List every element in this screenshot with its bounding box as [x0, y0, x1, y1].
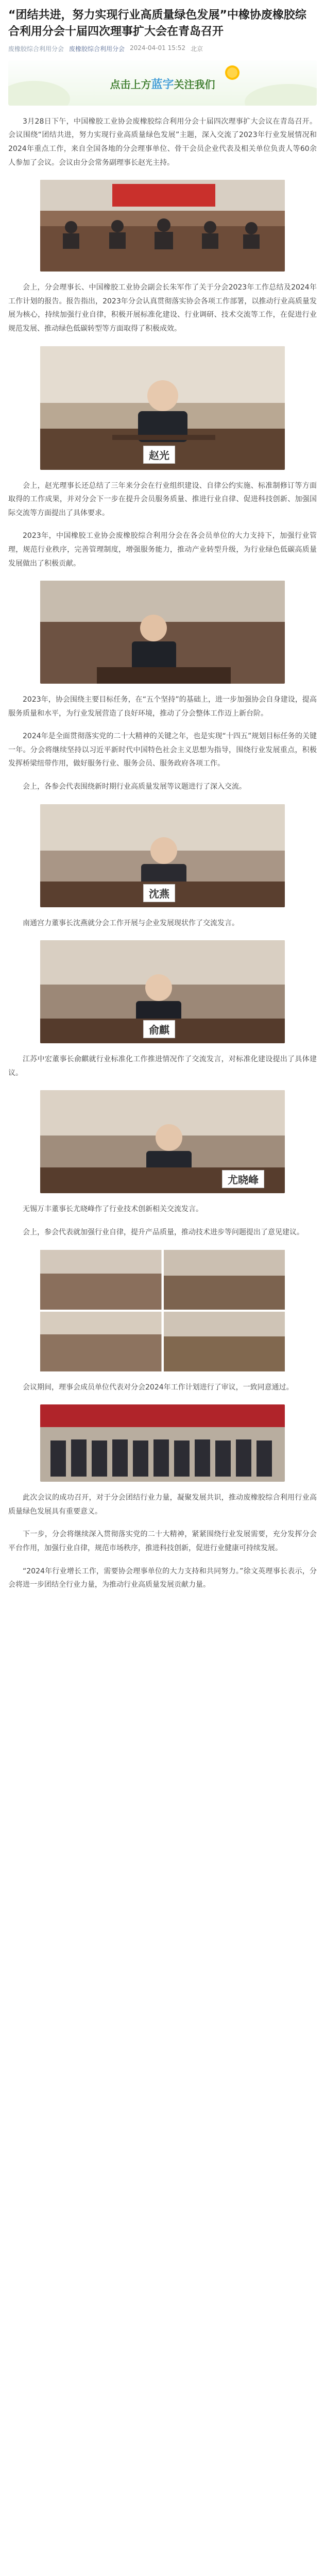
speaker-photo [40, 581, 285, 684]
article-paragraph: 会上，分会理事长、中国橡胶工业协会副会长朱军作了关于分会2023年工作总结及2024年工作计划的报告。报告指出，2023年分会认真贯彻落实协会各项工作部署，以推动行业高质量发展为核心，持续加强行业自律，积极开展标准化建设、行业调研、技术交流等工作，在促进行业规范发展、推动绿色低碳转型等方面取得了积极成效。 [8, 283, 317, 333]
article-paragraph: 会上，赵光理事长还总结了三年来分会在行业组织建设、自律公约实施、标准制修订等方面取得的工作成果，并对分会下一步在提升会员服务质量、推进行业自律、促进科技创新、加强国际交流等方面提出了具体要求。 [8, 481, 317, 517]
publish-location: 北京 [191, 45, 203, 53]
article-paragraph: 南通宫力董事长沈燕就分会工作开展与企业发展现状作了交流发言。 [23, 919, 239, 927]
article-paragraph: 此次会议的成功召开，对于分会团结行业力量，凝聚发展共识，推动废橡胶综合利用行业高质量绿色发展具有重要意义。 [8, 1494, 317, 1516]
article-paragraph: 下一步，分会将继续深入贯彻落实党的二十大精神，紧紧围绕行业发展需要，充分发挥分会平台作用，加强行业自律，规范市场秩序，推进科技创新，促进行业健康可持续发展。 [8, 1530, 317, 1552]
meeting-photo [40, 180, 285, 272]
speaker-name-caption: 赵光 [143, 446, 175, 464]
publish-date: 2024-04-01 15:52 [130, 44, 186, 52]
article-paragraph: 江苏中宏董事长俞麒就行业标准化工作推进情况作了交流发言，对标准化建设提出了具体建议。 [8, 1055, 317, 1077]
speaker-photo [40, 804, 285, 907]
speaker-name-caption: 尤晓峰 [222, 1170, 264, 1188]
article-paragraph: 会上，参会代表就加强行业自律，提升产品质量，推动技术进步等问题提出了意见建议。 [23, 1228, 304, 1237]
grid-photo [40, 1312, 162, 1371]
article-meta [8, 44, 317, 53]
article-paragraph: 2023年，协会围绕主要目标任务，在“五个坚持”的基础上，进一步加强协会自身建设，提高服务质量和水平，为行业发展营造了良好环境，推动了分会整体工作迈上新台阶。 [8, 696, 317, 718]
speaker-photo [40, 346, 285, 470]
article-paragraph: “2024年行业增长工作，需要协会理事单位的大力支持和共同努力。”徐文英理事长表示，分会将进一步团结全行业力量，为推动行业高质量发展贡献力量。 [8, 1567, 317, 1589]
article-paragraph: 2024年是全面贯彻落实党的二十大精神的关键之年，也是实现“十四五”规划目标任务的关键一年。分会将继续坚持以习近平新时代中国特色社会主义思想为指导，围绕行业发展重点，积极发挥桥梁纽带作用，做好服务行业、服务会员、服务政府各项工作。 [8, 732, 317, 768]
speaker-photo [40, 1090, 285, 1193]
speaker-name-caption: 俞麒 [143, 1020, 175, 1038]
grid-photo [40, 1250, 162, 1310]
article-author: 废橡胶综合利用分会 [8, 45, 64, 53]
article-paragraph: 2023年，中国橡胶工业协会废橡胶综合利用分会在各会员单位的大力支持下，加强行业管理，规范行业秩序，完善管理制度，增强服务能力，推动产业转型升级，为行业绿色低碳高质量发展做出了积极贡献。 [8, 532, 317, 568]
speaker-photo [40, 940, 285, 1043]
article-paragraph: 会议期间，理事会成员单位代表对分会2024年工作计划进行了审议，一致同意通过。 [23, 1383, 294, 1392]
article-paragraph: 无锡万丰董事长尤晓峰作了行业技术创新相关交流发言。 [23, 1205, 203, 1214]
article-title: “团结共进，努力实现行业高质量绿色发展”中橡协废橡胶综合利用分会十届四次理事扩大会在青岛召开 [8, 9, 306, 38]
group-photo [40, 1404, 285, 1482]
photo-grid [40, 1250, 285, 1371]
speaker-name-caption: 沈燕 [143, 884, 175, 902]
grid-photo [164, 1312, 285, 1371]
article-paragraph: 3月28日下午，中国橡胶工业协会废橡胶综合利用分会十届四次理事扩大会议在青岛召开。会议围绕“团结共进，努力实现行业高质量绿色发展”主题，深入交流了2023年行业发展情况和2024年重点工作，来自全国各地的分会理事单位、骨干会员企业代表及相关单位负责人等60余人参加了会议。会议由分会常务副理事长赵光主持。 [8, 117, 317, 167]
follow-banner-text: 点击上方蓝字关注我们 [110, 78, 215, 91]
account-name-link[interactable]: 废橡胶综合利用分会 [69, 45, 125, 53]
grid-photo [164, 1250, 285, 1310]
follow-banner[interactable] [8, 60, 317, 106]
article-paragraph: 会上，各参会代表围绕新时期行业高质量发展等议题进行了深入交流。 [23, 783, 246, 791]
